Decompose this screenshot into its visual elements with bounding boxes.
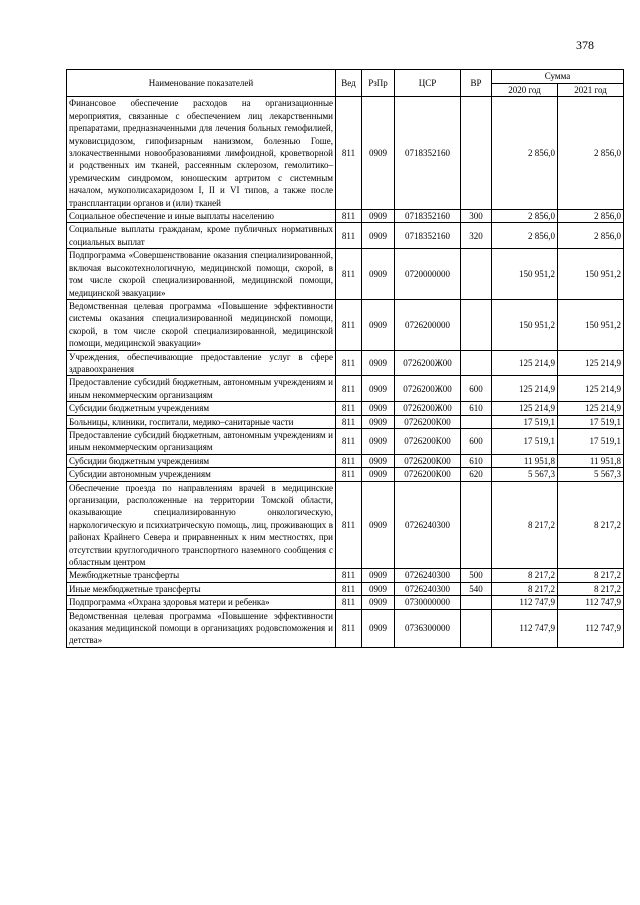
- cell-name: Ведомственная целевая программа «Повышение эффективности системы оказания специализированной медицинской помощи, скорой, в том числе скорой специализированной, медицинской помощи, медицинской эвакуации»: [67, 299, 336, 350]
- cell-name: Предоставление субсидий бюджетным, автономным учреждениям и иным некоммерческим организациям: [67, 376, 336, 402]
- table-row: [67, 609, 624, 647]
- cell-rzpr: 0909: [362, 609, 395, 647]
- cell-sum-2020: 8 217,2: [492, 569, 558, 582]
- table-row: [67, 350, 624, 376]
- cell-sum-2020: 125 214,9: [492, 350, 558, 376]
- cell-vr: [461, 481, 492, 569]
- cell-rzpr: 0909: [362, 249, 395, 300]
- cell-sum-2021: 2 856,0: [558, 223, 624, 249]
- cell-rzpr: 0909: [362, 97, 395, 210]
- table-row: [67, 454, 624, 467]
- cell-csr: 0730000000: [395, 596, 461, 609]
- cell-ved: 811: [336, 569, 362, 582]
- cell-sum-2021: 125 214,9: [558, 376, 624, 402]
- cell-ved: 811: [336, 249, 362, 300]
- cell-rzpr: 0909: [362, 402, 395, 415]
- cell-vr: 620: [461, 468, 492, 481]
- cell-vr: [461, 596, 492, 609]
- cell-ved: 811: [336, 376, 362, 402]
- cell-sum-2020: 2 856,0: [492, 223, 558, 249]
- cell-ved: 811: [336, 609, 362, 647]
- cell-sum-2020: 150 951,2: [492, 249, 558, 300]
- cell-csr: 0726200К00: [395, 415, 461, 428]
- cell-sum-2021: 2 856,0: [558, 97, 624, 210]
- table-row: [67, 97, 624, 210]
- cell-sum-2021: 150 951,2: [558, 299, 624, 350]
- cell-sum-2021: 8 217,2: [558, 582, 624, 595]
- cell-name: Учреждения, обеспечивающие предоставление услуг в сфере здравоохранения: [67, 350, 336, 376]
- table-row: [67, 569, 624, 582]
- cell-sum-2020: 2 856,0: [492, 97, 558, 210]
- cell-sum-2021: 125 214,9: [558, 402, 624, 415]
- cell-rzpr: 0909: [362, 415, 395, 428]
- table-row: [67, 210, 624, 223]
- table-row: [67, 596, 624, 609]
- table-row: [67, 415, 624, 428]
- cell-csr: 0726200Ж00: [395, 350, 461, 376]
- cell-vr: 300: [461, 210, 492, 223]
- cell-name: Социальное обеспечение и иные выплаты населению: [67, 210, 336, 223]
- table-row: [67, 376, 624, 402]
- cell-vr: 610: [461, 402, 492, 415]
- cell-csr: 0726200Ж00: [395, 376, 461, 402]
- cell-ved: 811: [336, 97, 362, 210]
- cell-name: Подпрограмма «Совершенствование оказания специализированной, включая высокотехнологичную, медицинской помощи, скорой, в том числе скорой специализированной, медицинской помощи, медицинской эвакуации»: [67, 249, 336, 300]
- table-row: [67, 402, 624, 415]
- cell-csr: 0726200К00: [395, 468, 461, 481]
- table-row: [67, 468, 624, 481]
- cell-sum-2020: 8 217,2: [492, 481, 558, 569]
- table-row: [67, 299, 624, 350]
- header-rzpr: РзПр: [362, 70, 395, 97]
- cell-sum-2021: 125 214,9: [558, 350, 624, 376]
- cell-rzpr: 0909: [362, 376, 395, 402]
- cell-vr: [461, 249, 492, 300]
- cell-rzpr: 0909: [362, 428, 395, 454]
- cell-ved: 811: [336, 350, 362, 376]
- cell-sum-2021: 17 519,1: [558, 415, 624, 428]
- cell-name: Больницы, клиники, госпитали, медико–санитарные части: [67, 415, 336, 428]
- cell-sum-2020: 8 217,2: [492, 582, 558, 595]
- cell-ved: 811: [336, 210, 362, 223]
- header-year-2021: 2021 год: [558, 84, 624, 97]
- cell-rzpr: 0909: [362, 350, 395, 376]
- table-row: [67, 249, 624, 300]
- cell-csr: 0726240300: [395, 582, 461, 595]
- cell-sum-2021: 17 519,1: [558, 428, 624, 454]
- cell-vr: 500: [461, 569, 492, 582]
- cell-vr: [461, 299, 492, 350]
- cell-rzpr: 0909: [362, 596, 395, 609]
- table-row: [67, 428, 624, 454]
- cell-sum-2020: 17 519,1: [492, 428, 558, 454]
- cell-name: Финансовое обеспечение расходов на организационные мероприятия, связанные с обеспечением лиц лекарственными препаратами, предназначенными для лечения больных гемофилией, муковисцидозом, гипофизарным нанизмом, болезнью Гоше, злокачественными новообразованиями лимфоидной, кроветворной и родственных им тканей, рассеянным склерозом, гемолитико–уремическим синдромом, юношеским артритом с системным началом, мукополисахаридозом I, II и VI типов, а также после трансплантации органов и (или) тканей: [67, 97, 336, 210]
- cell-csr: 0726200К00: [395, 428, 461, 454]
- cell-rzpr: 0909: [362, 299, 395, 350]
- cell-rzpr: 0909: [362, 569, 395, 582]
- header-year-2020: 2020 год: [492, 84, 558, 97]
- cell-name: Подпрограмма «Охрана здоровья матери и ребенка»: [67, 596, 336, 609]
- cell-sum-2021: 8 217,2: [558, 481, 624, 569]
- cell-sum-2020: 11 951,8: [492, 454, 558, 467]
- header-sum: Сумма: [492, 70, 624, 84]
- cell-name: Субсидии бюджетным учреждениям: [67, 454, 336, 467]
- cell-vr: 600: [461, 428, 492, 454]
- cell-csr: 0718352160: [395, 210, 461, 223]
- cell-vr: 610: [461, 454, 492, 467]
- cell-sum-2021: 112 747,9: [558, 596, 624, 609]
- cell-name: Ведомственная целевая программа «Повышение эффективности оказания медицинской помощи в организациях родовспоможения и детства»: [67, 609, 336, 647]
- cell-ved: 811: [336, 299, 362, 350]
- cell-sum-2020: 112 747,9: [492, 609, 558, 647]
- header-ved: Вед: [336, 70, 362, 97]
- cell-csr: 0720000000: [395, 249, 461, 300]
- cell-csr: 0718352160: [395, 97, 461, 210]
- cell-csr: 0736300000: [395, 609, 461, 647]
- table-row: [67, 223, 624, 249]
- cell-sum-2020: 112 747,9: [492, 596, 558, 609]
- cell-vr: [461, 609, 492, 647]
- cell-sum-2020: 5 567,3: [492, 468, 558, 481]
- cell-name: Социальные выплаты гражданам, кроме публичных нормативных социальных выплат: [67, 223, 336, 249]
- cell-csr: 0718352160: [395, 223, 461, 249]
- cell-sum-2020: 150 951,2: [492, 299, 558, 350]
- cell-ved: 811: [336, 415, 362, 428]
- cell-name: Межбюджетные трансферты: [67, 569, 336, 582]
- table-body: [67, 97, 624, 647]
- table-row: [67, 481, 624, 569]
- cell-csr: 0726240300: [395, 481, 461, 569]
- cell-ved: 811: [336, 428, 362, 454]
- page-number: 378: [576, 38, 594, 52]
- cell-sum-2020: 125 214,9: [492, 402, 558, 415]
- cell-rzpr: 0909: [362, 468, 395, 481]
- header-name: Наименование показателей: [67, 70, 336, 97]
- cell-vr: [461, 97, 492, 210]
- cell-sum-2021: 150 951,2: [558, 249, 624, 300]
- cell-vr: 320: [461, 223, 492, 249]
- cell-vr: 600: [461, 376, 492, 402]
- cell-name: Предоставление субсидий бюджетным, автономным учреждениям и иным некоммерческим организациям: [67, 428, 336, 454]
- cell-sum-2021: 2 856,0: [558, 210, 624, 223]
- cell-sum-2020: 2 856,0: [492, 210, 558, 223]
- cell-name: Субсидии автономным учреждениям: [67, 468, 336, 481]
- table-header: [67, 70, 624, 97]
- header-vr: ВР: [461, 70, 492, 97]
- cell-rzpr: 0909: [362, 582, 395, 595]
- cell-sum-2021: 8 217,2: [558, 569, 624, 582]
- cell-rzpr: 0909: [362, 454, 395, 467]
- cell-csr: 0726200Ж00: [395, 402, 461, 415]
- cell-ved: 811: [336, 454, 362, 467]
- cell-vr: 540: [461, 582, 492, 595]
- cell-vr: [461, 415, 492, 428]
- table-row: [67, 582, 624, 595]
- cell-ved: 811: [336, 468, 362, 481]
- cell-csr: 0726200К00: [395, 454, 461, 467]
- cell-rzpr: 0909: [362, 481, 395, 569]
- cell-ved: 811: [336, 402, 362, 415]
- cell-sum-2020: 17 519,1: [492, 415, 558, 428]
- cell-rzpr: 0909: [362, 210, 395, 223]
- budget-table: [66, 69, 624, 648]
- cell-sum-2020: 125 214,9: [492, 376, 558, 402]
- cell-vr: [461, 350, 492, 376]
- cell-sum-2021: 112 747,9: [558, 609, 624, 647]
- cell-ved: 811: [336, 223, 362, 249]
- cell-ved: 811: [336, 596, 362, 609]
- cell-name: Субсидии бюджетным учреждениям: [67, 402, 336, 415]
- cell-ved: 811: [336, 481, 362, 569]
- cell-csr: 0726240300: [395, 569, 461, 582]
- cell-csr: 0726200000: [395, 299, 461, 350]
- cell-sum-2021: 5 567,3: [558, 468, 624, 481]
- cell-ved: 811: [336, 582, 362, 595]
- cell-rzpr: 0909: [362, 223, 395, 249]
- cell-name: Обеспечение проезда по направлениям врачей в медицинские организации, расположенные на территории Томской области, оказывающие специализированную онкологическую, наркологическую и психиатрическую помощь, лиц, проживающих в районах Крайнего Севера и приравненных к ним местностях, при отсутствии круглогодичного транспортного наземного сообщения с областным центром: [67, 481, 336, 569]
- header-csr: ЦСР: [395, 70, 461, 97]
- cell-name: Иные межбюджетные трансферты: [67, 582, 336, 595]
- cell-sum-2021: 11 951,8: [558, 454, 624, 467]
